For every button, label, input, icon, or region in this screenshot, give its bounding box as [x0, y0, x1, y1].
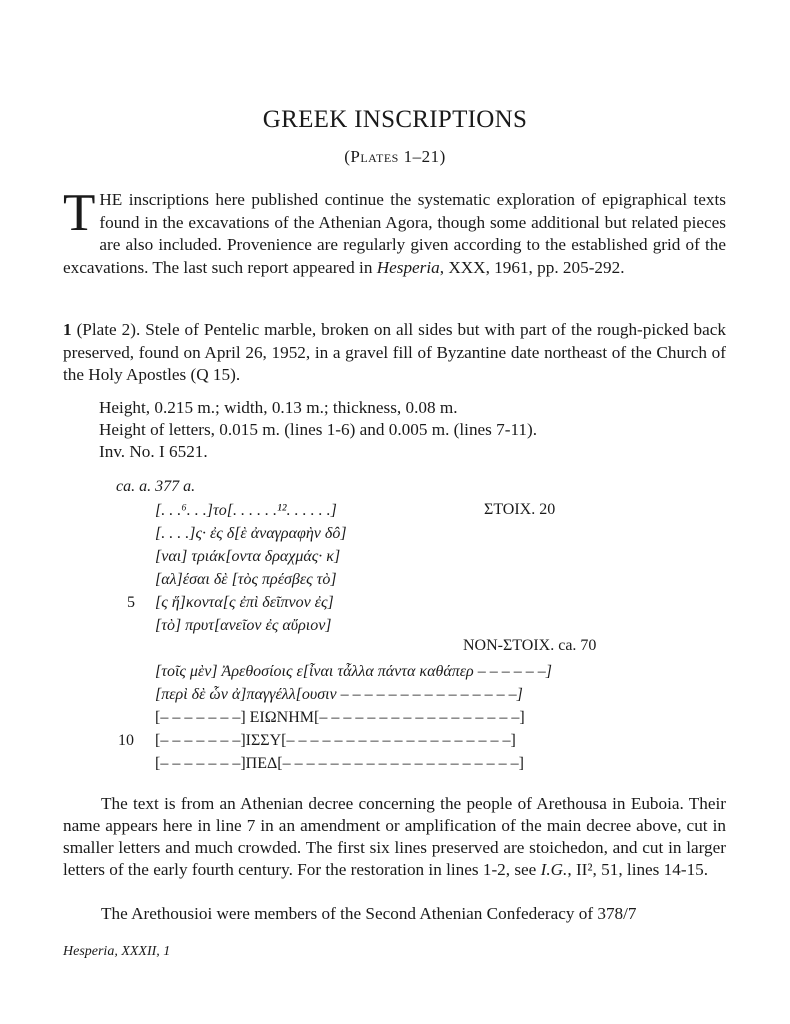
plates-reference: (Plates 1–21) — [344, 147, 446, 166]
entry-description — [63, 319, 726, 387]
entry-number: 1 — [63, 320, 72, 339]
line-number: 10 — [118, 732, 134, 749]
inscription-line: [ς ἥ]κοντα[ς ἐπὶ δεῖπνον ἐς] — [155, 594, 334, 611]
inscription-line: [τὸ] πρυτ[ανεῖον ἐς αὔριον] — [155, 617, 332, 634]
inscription-date: ca. a. 377 a. — [116, 478, 196, 495]
measurement-line: Height, 0.215 m.; width, 0.13 m.; thickness, 0.08 m. — [99, 398, 458, 417]
page-title: GREEK INSCRIPTIONS — [262, 106, 528, 133]
inscription-line: [– – – – – – –]ΙΣΣΥ[– – – – – – – – – – – – – – – – – – –] — [155, 732, 516, 749]
inscription-line: [– – – – – – –] ΕΙΩΝΗΜ[– – – – – – – – – – – – – – – – –] — [155, 709, 525, 726]
intro-citation: , XXX, 1961, pp. 205-292. — [439, 257, 625, 277]
inscription-line: [τοῖς μὲν] Ἀρεθοσίοις ε[ἶναι τἆλλα πάντα καθάπερ – – – – – –] — [155, 663, 552, 680]
intro-text: HE inscriptions here published continue the systematic exploration of epigraphical texts found in the excavations of the Athenian Agora, though some additional but related pieces are also included. Provenience are regularly given according to the established grid of the excavations. The last such report appeared in — [63, 190, 726, 277]
commentary-text: The text is from an Athenian decree concerning the people of Arethousa in Euboia. Their name appears here in line 7 in an amendment or amplification of the main decree above, cut in smaller letters and much crowded. The first six lines preserved are stoichedon, and cut in larger letters of the early fourth century. For the restoration in lines 1-2, see — [63, 794, 726, 879]
measurement-line: Height of letters, 0.015 m. (lines 1-6) and 0.005 m. (lines 7-11). — [99, 420, 538, 439]
inscription-line: [αλ]έσαι δὲ [τὸς πρέσβες τὸ] — [155, 571, 337, 588]
line-number: 5 — [127, 594, 135, 611]
inscription-line: [ναι] τριάκ[οντα δραχμάς· κ] — [155, 548, 341, 565]
stoichedon-label: ΣΤΟΙΧ. 20 — [484, 501, 556, 518]
inscription-line: [περὶ δὲ ὧν ἀ]παγγέλλ[ουσιν – – – – – – – – – – – – – – –] — [155, 686, 523, 703]
page-footer: Hesperia, XXXII, 1 — [63, 944, 171, 959]
journal-name: Hesperia — [376, 257, 440, 277]
entry-text: (Plate 2). Stele of Pentelic marble, broken on all sides but with part of the rough-picked back preserved, found on April 26, 1952, in a gravel fill of Byzantine date northeast of the Church of the Holy Apostles (Q 15). — [63, 320, 726, 385]
inventory-number: Inv. No. I 6521. — [99, 442, 208, 461]
drop-cap: T — [63, 184, 96, 242]
corpus-reference: I.G. — [540, 860, 568, 879]
inscription-line: [. . . .]ς· ἐς δ[ὲ ἀναγραφὴν δô] — [155, 525, 347, 542]
intro-paragraph — [63, 184, 726, 279]
inscription-line: [– – – – – – –]ΠΕΔ[– – – – – – – – – – – – – – – – – – – –] — [155, 755, 524, 772]
commentary-paragraph — [63, 793, 726, 881]
non-stoichedon-label: NON-ΣΤΟΙΧ. ca. 70 — [463, 637, 597, 654]
commentary-citation: , II², 51, lines 14-15. — [567, 860, 709, 879]
inscription-line: [. . .⁶. . .]το[. . . . . .¹². . . . . .] — [155, 502, 337, 519]
commentary-paragraph: The Arethousioi were members of the Second Athenian Confederacy of 378/7 — [101, 904, 637, 923]
measurements-block — [99, 397, 537, 463]
